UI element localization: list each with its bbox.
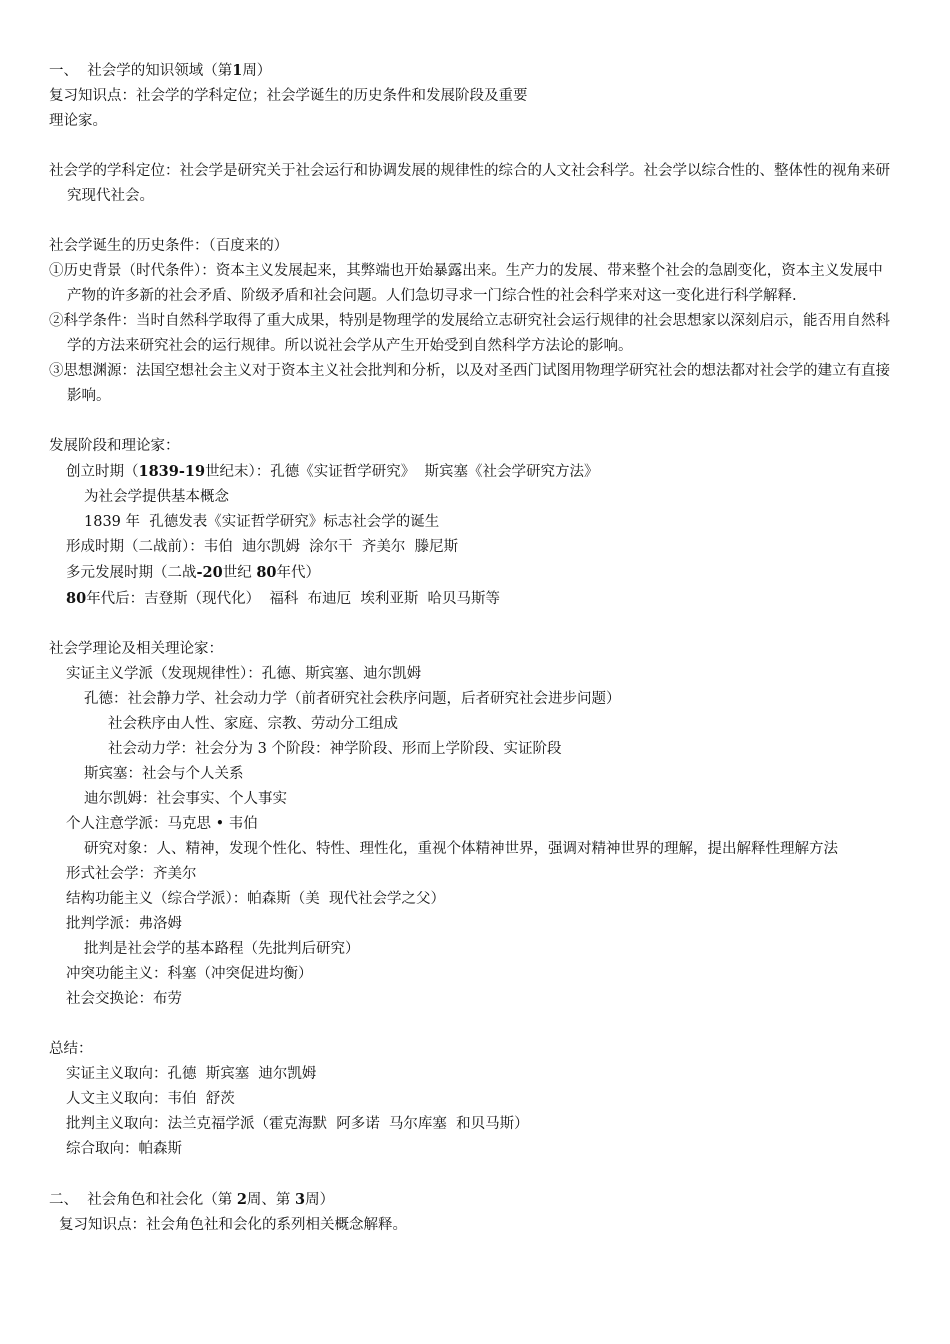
theory-durkheim: 迪尔凯姆：社会事实、个人事实 [84, 791, 287, 807]
stage-pluralistic-text: 世纪 [222, 565, 257, 581]
theory-conflict-functionalism: 冲突功能主义：科塞（冲突促进均衡） [66, 966, 313, 982]
summary-title: 总结： [49, 1041, 93, 1057]
section1-week-number: 1 [232, 62, 243, 79]
theory-critical-school: 批判学派：弗洛姆 [66, 916, 182, 932]
theory-positivism: 实证主义学派（发现规律性）：孔德、斯宾塞、迪尔凯姆 [66, 666, 422, 682]
theory-spencer: 斯宾塞：社会与个人关系 [84, 766, 244, 782]
theory-formal-sociology: 形式社会学：齐美尔 [66, 866, 197, 882]
section1-review-line1: 复习知识点：社会学的学科定位；社会学诞生的历史条件和发展阶段及重要 [49, 88, 528, 104]
theory-critical-note: 批判是社会学的基本路程（先批判后研究） [84, 941, 360, 957]
stage-founding-note1: 为社会学提供基本概念 [84, 489, 229, 505]
stage-founding-label: 创立时期（ [66, 464, 139, 480]
stage-pluralistic [49, 560, 894, 586]
spacer [49, 209, 894, 234]
stages-title: 发展阶段和理论家： [49, 438, 180, 454]
theory-social-exchange: 社会交换论：布劳 [66, 991, 182, 1007]
theory-comte-order: 社会秩序由人性、家庭、宗教、劳动分工组成 [108, 716, 398, 732]
stage-after-eighties-text: 年代后：吉登斯（现代化） 福科 布迪厄 埃利亚斯 哈贝马斯等 [86, 591, 501, 607]
stage-founding [49, 459, 894, 485]
stage-after-eighties-decade: 80 [66, 590, 87, 607]
document-page [49, 58, 894, 1238]
summary-item: 人文主义取向：韦伯 舒茨 [66, 1091, 235, 1107]
spacer [49, 409, 894, 434]
section1-review-line2: 理论家。 [49, 113, 107, 129]
theory-comte-dynamics: 社会动力学：社会分为 3 个阶段：神学阶段、形而上学阶段、实证阶段 [108, 741, 562, 757]
stage-pluralistic-label: 多元发展时期（二战 [66, 565, 197, 581]
summary-item: 综合取向：帕森斯 [66, 1141, 182, 1157]
section1-heading-text: 一、 社会学的知识领域（第 [49, 63, 233, 79]
section1-heading-suffix: 周） [242, 63, 272, 79]
stage-pluralistic-decade: 80 [256, 564, 277, 581]
section2-week-a: 2 [236, 1191, 247, 1208]
stage-pluralistic-suffix: 年代） [276, 565, 320, 581]
section2-heading [49, 1187, 894, 1213]
stage-founding-text: 世纪末）：孔德《实证哲学研究》 斯宾塞《社会学研究方法》 [205, 464, 599, 480]
stage-pluralistic-century: -20 [196, 564, 223, 581]
theories-title: 社会学理论及相关理论家： [49, 641, 223, 657]
section2-review: 复习知识点：社会角色社和会化的系列相关概念解释。 [59, 1217, 407, 1233]
theory-structural-functionalism: 结构功能主义（综合学派）：帕森斯（美 现代社会学之父） [66, 891, 445, 907]
stage-founding-note2: 1839 年 孔德发表《实证哲学研究》标志社会学的诞生 [84, 514, 440, 530]
stage-founding-years: 1839-19 [138, 463, 206, 480]
condition-item-ideological: ③思想渊源：法国空想社会主义对于资本主义社会批判和分析，以及对圣西门试图用物理学研究社会的想法都对社会学的建立有直接影响。 [49, 363, 890, 404]
section2-heading-suffix: 周） [305, 1192, 335, 1208]
summary-item: 批判主义取向：法兰克福学派（霍克海默 阿多诺 马尔库塞 和贝马斯） [66, 1116, 529, 1132]
condition-item-historical: ①历史背景（时代条件）：资本主义发展起来，其弊端也开始暴露出来。生产力的发展、带来整个社会的急剧变化，资本主义发展中产物的许多新的社会矛盾、阶级矛盾和社会问题。人们急切寻求一门综合性的社会科学来对这一变化进行科学解释. [49, 263, 883, 304]
spacer [49, 1162, 894, 1187]
section1-heading [49, 58, 894, 84]
summary-item: 实证主义取向：孔德 斯宾塞 迪尔凯姆 [66, 1066, 317, 1082]
historical-conditions-title: 社会学诞生的历史条件：（百度来的） [49, 238, 289, 254]
section2-week-b: 3 [295, 1191, 306, 1208]
spacer [49, 134, 894, 159]
theory-individual-school: 个人注意学派：马克思 • 韦伯 [66, 816, 258, 832]
condition-item-scientific: ②科学条件：当时自然科学取得了重大成果，特别是物理学的发展给立志研究社会运行规律的社会思想家以深刻启示，能否用自然科学的方法来研究社会的运行规律。所以说社会学从产生开始受到自然科学方法论的影响。 [49, 313, 890, 354]
stage-after-eighties [49, 586, 894, 612]
spacer [49, 1012, 894, 1037]
spacer [49, 612, 894, 637]
stage-formation: 形成时期（二战前）：韦伯 迪尔凯姆 涂尔干 齐美尔 滕尼斯 [66, 539, 459, 555]
theory-comte: 孔德：社会静力学、社会动力学（前者研究社会秩序问题，后者研究社会进步问题） [84, 691, 621, 707]
theory-research-object: 研究对象：人、精神，发现个性化、特性、理性化，重视个体精神世界，强调对精神世界的理解，提出解释性理解方法 [84, 841, 838, 857]
section2-heading-text: 二、 社会角色和社会化（第 [49, 1192, 237, 1208]
section2-heading-mid: 周、第 [246, 1192, 296, 1208]
discipline-positioning-paragraph: 社会学的学科定位：社会学是研究关于社会运行和协调发展的规律性的综合的人文社会科学。社会学以综合性的、整体性的视角来研究现代社会。 [49, 163, 890, 204]
